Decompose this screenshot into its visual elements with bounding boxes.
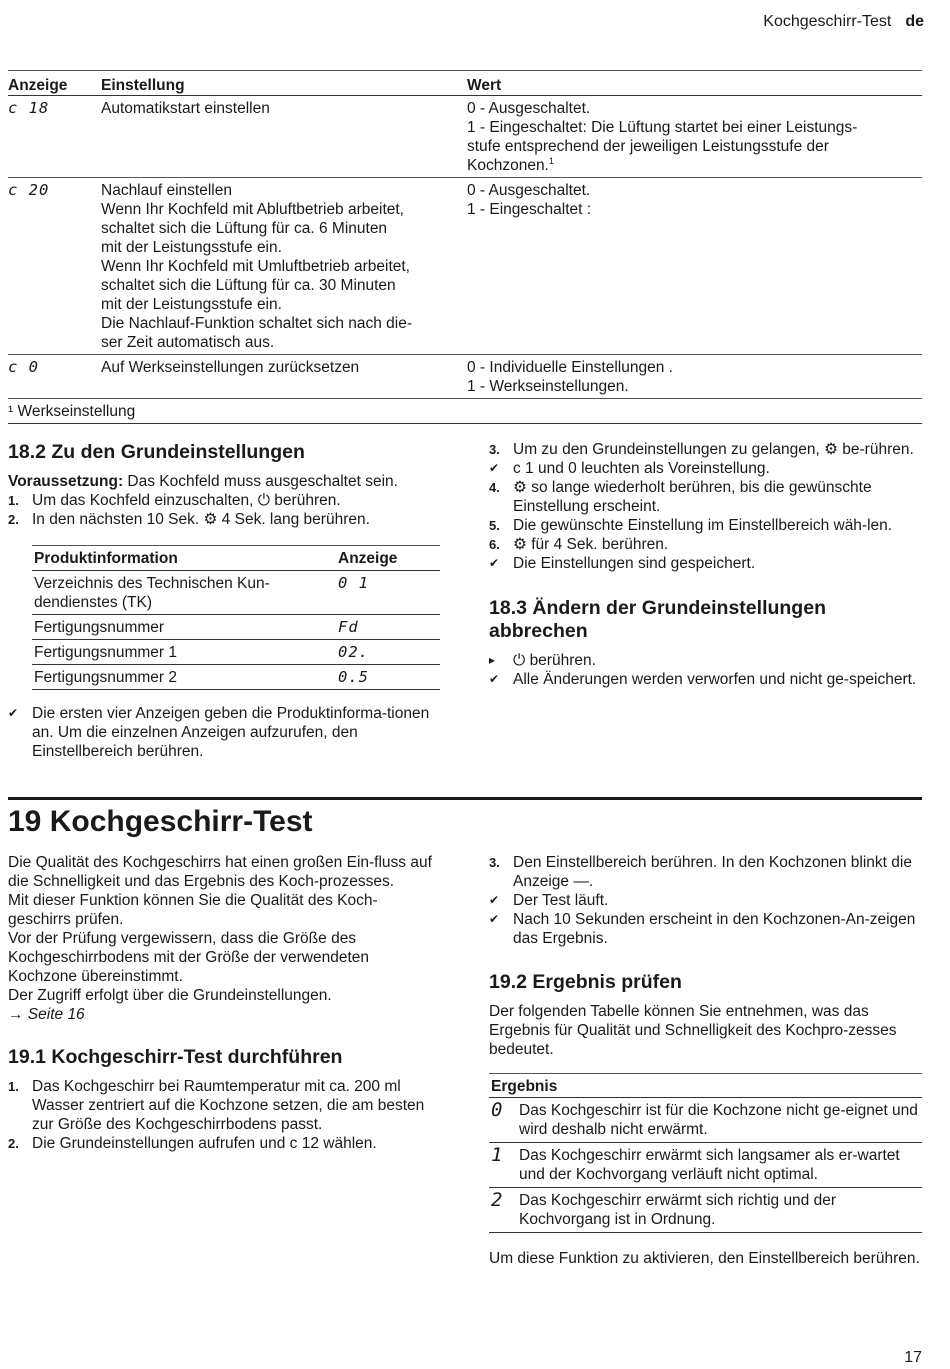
arrow-icon: ▸ — [489, 653, 496, 667]
outro-paragraph: Um diese Funktion zu aktivieren, den Einstellbereich berühren. — [489, 1250, 920, 1267]
step-number: 2. — [8, 1136, 19, 1151]
step-number: 6. — [489, 537, 500, 552]
check-icon: ✔ — [489, 893, 500, 907]
table-cell: 0 1 — [336, 571, 440, 615]
step-text: Den Einstellbereich berühren. In den Kochzonen blinkt die Anzeige —. — [513, 854, 912, 890]
language-code: de — [905, 13, 924, 30]
result-table — [489, 1073, 922, 1233]
table-cell: Fertigungsnummer — [32, 615, 336, 640]
section-heading: 18.3 Ändern der Grundeinstellungen abbrechen — [489, 597, 826, 642]
step-number: 4. — [489, 480, 500, 495]
section-19-left — [8, 853, 433, 1153]
setting-line: mit der Leistungsstufe ein. — [101, 239, 282, 256]
col-header-wert: Wert — [467, 71, 922, 96]
check-icon: ✔ — [489, 672, 500, 686]
step-text: ⏻ berühren. — [513, 652, 596, 669]
check-icon: ✔ — [489, 556, 500, 570]
result-text: Das Kochgeschirr erwärmt sich langsamer als er-wartet und der Kochvorgang verläuft nicht optimal. — [517, 1143, 922, 1188]
step-text: c 1 und 0 leuchten als Voreinstellung. — [513, 460, 770, 477]
display-code: c 20 — [8, 178, 101, 355]
setting-line: mit der Leistungsstufe ein. — [101, 296, 282, 313]
step-text: In den nächsten 10 Sek. ⚙ 4 Sek. lang berühren. — [32, 511, 370, 528]
header-title: Kochgeschirr-Test — [763, 13, 892, 30]
table-row — [32, 571, 440, 615]
display-code: c 0 — [8, 355, 101, 399]
step-number: 3. — [489, 442, 500, 457]
value-line: 1 - Werkseinstellungen. — [467, 378, 629, 395]
table-row: c 18 Automatikstart einstellen 0 - Ausgeschaltet. 1 - Eingeschaltet: Die Lüftung startet bei einer Leistungs- stufe entsprechend der jeweiligen Leistungsstufe der Kochzonen.$^1$ — [8, 96, 922, 178]
section-19-right — [489, 853, 922, 1268]
value-line: 0 - Individuelle Einstellungen . — [467, 359, 673, 376]
intro-paragraph: Mit dieser Funktion können Sie die Qualität des Koch-geschirrs prüfen. — [8, 892, 378, 928]
intro-paragraph: Der Zugriff erfolgt über die Grundeinstellungen. — [8, 987, 332, 1004]
chapter-title: 19 Kochgeschirr-Test — [8, 805, 313, 838]
value-line: stufe entsprechend der jeweiligen Leistungsstufe der — [467, 138, 829, 155]
product-info-table — [32, 545, 440, 690]
requirement-text: Das Kochfeld muss ausgeschaltet sein. — [123, 473, 398, 490]
setting-line: Die Nachlauf-Funktion schaltet sich nach die- — [101, 315, 413, 332]
value-line: 0 - Ausgeschaltet. — [467, 100, 591, 117]
table-footnote: ¹ Werkseinstellung — [8, 399, 922, 424]
table-cell: Fertigungsnummer 1 — [32, 640, 336, 665]
value-line: Kochzonen. — [467, 157, 549, 174]
result-code: 2 — [489, 1188, 517, 1233]
setting-line: schaltet sich die Lüftung für ca. 6 Minuten — [101, 220, 388, 237]
table-row — [489, 1188, 922, 1233]
table-row — [489, 1098, 922, 1143]
step-number: 3. — [489, 855, 500, 870]
step-number: 1. — [8, 493, 19, 508]
result-text: Das Kochgeschirr ist für die Kochzone nicht ge-eignet und wird deshalb nicht erwärmt. — [517, 1098, 922, 1143]
intro-paragraph: Die Qualität des Kochgeschirrs hat einen großen Ein-fluss auf die Schnelligkeit und das Ergebnis des Koch-prozesses. — [8, 854, 432, 890]
table-cell: 0.5 — [336, 665, 440, 690]
step-text: Nach 10 Sekunden erscheint in den Kochzonen-An-zeigen das Ergebnis. — [513, 911, 916, 947]
step-text: Alle Änderungen werden verworfen und nicht ge-speichert. — [513, 671, 917, 688]
table-row — [32, 615, 440, 640]
setting-line: Nachlauf einstellen — [101, 182, 232, 199]
result-code: 0 — [489, 1098, 517, 1143]
value-line: 1 - Eingeschaltet: Die Lüftung startet bei einer Leistungs- — [467, 119, 858, 136]
step-text: ⚙ für 4 Sek. berühren. — [513, 536, 669, 553]
section-heading: 19.1 Kochgeschirr-Test durchführen — [8, 1046, 343, 1068]
table-cell: Verzeichnis des Technischen Kun-dendienstes (TK) — [32, 571, 336, 615]
step-text: Um das Kochfeld einzuschalten, ⏻ berühren. — [32, 492, 341, 509]
col-header-ergebnis: Ergebnis — [489, 1074, 922, 1098]
section-18-2-left — [8, 441, 438, 761]
table-cell: Fd — [336, 615, 440, 640]
check-icon: ✔ — [489, 461, 500, 475]
table-cell: 02. — [336, 640, 440, 665]
check-icon: ✔ — [8, 706, 19, 720]
result-code: 1 — [489, 1143, 517, 1188]
step-text: Die gewünschte Einstellung im Einstellbereich wäh-len. — [513, 517, 893, 534]
step-number: 2. — [8, 512, 19, 527]
step-number: 5. — [489, 518, 500, 533]
table-row — [8, 178, 922, 355]
table-row — [8, 355, 922, 399]
col-header-einstellung: Einstellung — [101, 71, 467, 96]
section-heading: 18.2 Zu den Grundeinstellungen — [8, 441, 305, 463]
step-text: Die Einstellungen sind gespeichert. — [513, 555, 756, 572]
requirement-label: Voraussetzung: — [8, 473, 124, 490]
setting-line: Wenn Ihr Kochfeld mit Umluftbetrieb arbeitet, — [101, 258, 410, 275]
table-row — [489, 1143, 922, 1188]
section-heading: 19.2 Ergebnis prüfen — [489, 971, 682, 993]
value-line: 1 - Eingeschaltet : — [467, 201, 592, 218]
step-number: 1. — [8, 1079, 19, 1094]
setting-line: ser Zeit automatisch aus. — [101, 334, 275, 351]
check-icon: ✔ — [489, 912, 500, 926]
intro-paragraph: Vor der Prüfung vergewissern, dass die Größe des Kochgeschirrbodens mit der Größe der verwendeten Kochzone übereinstimmt. — [8, 930, 369, 985]
section-18-2-right — [489, 440, 919, 689]
step-text: ⚙ so lange wiederholt berühren, bis die gewünschte Einstellung erscheint. — [513, 479, 872, 515]
chapter-divider — [8, 797, 922, 800]
display-code: c 18 — [8, 96, 101, 178]
page-reference-link[interactable]: → Seite 16 — [8, 1006, 85, 1023]
step-text: Das Kochgeschirr bei Raumtemperatur mit ca. 200 ml Wasser zentriert auf die Kochzone setzen, die am besten zur Größe des Kochgeschirrbodens passt. — [32, 1078, 425, 1133]
table-row — [32, 665, 440, 690]
chapter-heading-block — [8, 804, 922, 840]
table-cell: Fertigungsnummer 2 — [32, 665, 336, 690]
setting-line: Auf Werkseinstellungen zurücksetzen — [101, 359, 360, 376]
intro-paragraph: Der folgenden Tabelle können Sie entnehmen, was das Ergebnis für Qualität und Schnelligkeit des Kochpro-zesses bedeutet. — [489, 1003, 897, 1058]
setting-line: Wenn Ihr Kochfeld mit Abluftbetrieb arbeitet, — [101, 201, 404, 218]
settings-table — [8, 70, 922, 424]
table-row — [32, 640, 440, 665]
setting-line: schaltet sich die Lüftung für ca. 30 Minuten — [101, 277, 396, 294]
value-line: 0 - Ausgeschaltet. — [467, 182, 591, 199]
step-text: Der Test läuft. — [513, 892, 609, 909]
col-header-anzeige: Anzeige — [8, 71, 101, 96]
result-text: Das Kochgeschirr erwärmt sich richtig und der Kochvorgang ist in Ordnung. — [517, 1188, 922, 1233]
col-header-produktinformation: Produktinformation — [32, 546, 336, 571]
running-header — [763, 12, 924, 31]
page-number: 17 — [904, 1349, 922, 1366]
step-text: Die Grundeinstellungen aufrufen und c 12 wählen. — [32, 1135, 377, 1152]
step-text: Um zu den Grundeinstellungen zu gelangen, ⚙ be-rühren. — [513, 441, 914, 458]
col-header-anzeige: Anzeige — [336, 546, 440, 571]
setting-line: Automatikstart einstellen — [101, 100, 270, 117]
result-note: Die ersten vier Anzeigen geben die Produktinforma-tionen an. Um die einzelnen Anzeigen aufzurufen, den Einstellbereich berühren. — [32, 705, 430, 760]
